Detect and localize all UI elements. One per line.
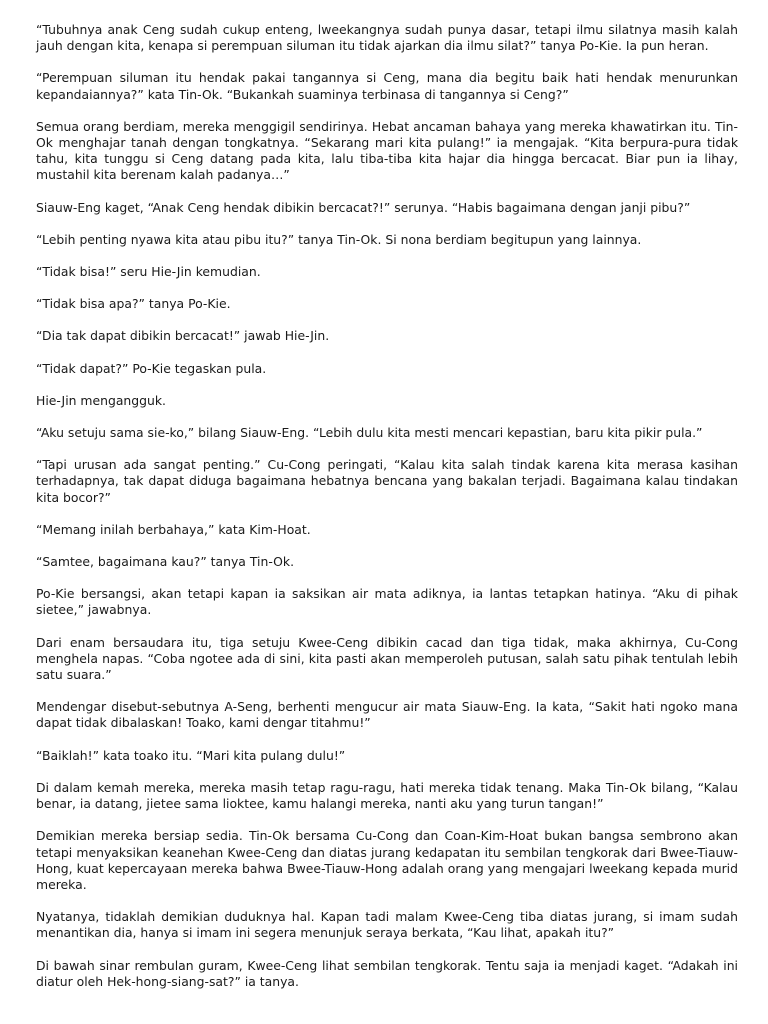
paragraph: “Tapi urusan ada sangat penting.” Cu-Cong peringati, “Kalau kita salah tindak karena kita merasa kasihan terhadapnya, tak dapat diduga bagaimana hebatnya bencana yang bakalan terjadi. Bagaimana kalau tindakan kita bocor?” [36,457,738,505]
paragraph: “Lebih penting nyawa kita atau pibu itu?” tanya Tin-Ok. Si nona berdiam begitupun yang lainnya. [36,231,642,247]
document-page [36,22,738,1006]
paragraph: Hie-Jin mengangguk. [36,392,166,408]
paragraph: Di dalam kemah mereka, mereka masih tetap ragu-ragu, hati mereka tidak tenang. Maka Tin-Ok bilang, “Kalau benar, ia datang, jietee sama lioktee, kamu halangi mereka, nanti aku yang turun tangan!” [36,779,738,812]
paragraph: Po-Kie bersangsi, akan tetapi kapan ia saksikan air mata adiknya, ia lantas tetapkan hatinya. “Aku di pihak sietee,” jawabnya. [36,586,738,618]
paragraph: Siauw-Eng kaget, “Anak Ceng hendak dibikin bercacat?!” serunya. “Habis bagaimana dengan janji pibu?” [36,199,691,215]
paragraph: Mendengar disebut-sebutnya A-Seng, berhenti mengucur air mata Siauw-Eng. Ia kata, “Sakit hati ngoko mana dapat tidak dibalaskan! Toako, kami dengar titahmu!” [36,699,738,731]
paragraph: Di bawah sinar rembulan guram, Kwee-Ceng lihat sembilan tengkorak. Tentu saja ia menjadi kaget. “Adakah ini diatur oleh Hek-hong-siang-sat?” ia tanya. [36,957,738,989]
paragraph: Nyatanya, tidaklah demikian duduknya hal. Kapan tadi malam Kwee-Ceng tiba diatas jurang, si imam sudah menantikan dia, hanya si imam ini segera menunjuk seraya berkata, “Kau lihat, apakah itu?” [36,909,738,941]
paragraph: “Aku setuju sama sie-ko,” bilang Siauw-Eng. “Lebih dulu kita mesti mencari kepastian, baru kita pikir pula.” [36,425,703,441]
paragraph: “Samtee, bagaimana kau?” tanya Tin-Ok. [36,554,295,570]
paragraph: “Perempuan siluman itu hendak pakai tangannya si Ceng, mana dia begitu baik hati hendak menurunkan kepandaiannya?” kata Tin-Ok. “Bukankah suaminya terbinasa di tangannya si Ceng?” [36,70,738,102]
paragraph: “Tidak bisa apa?” tanya Po-Kie. [36,296,231,312]
paragraph: Semua orang berdiam, mereka menggigil sendirinya. Hebat ancaman bahaya yang mereka khawatirkan itu. Tin-Ok menghajar tanah dengan tongkatnya. “Sekarang mari kita pulang!” ia mengajak. “Kita berpura-pura tidak tahu, kita tunggu si Ceng datang pada kita, lalu tiba-tiba kita hajar dia hingga bercacat. Biar pun ia lihay, mustahil kita berenam kalah padanya…” [36,118,738,183]
paragraph: Demikian mereka bersiap sedia. Tin-Ok bersama Cu-Cong dan Coan-Kim-Hoat bukan bangsa sembrono akan tetapi menyaksikan keanehan Kwee-Ceng dan diatas jurang kedapatan itu sembilan tengkorak dari Bwee-Tiauw-Hong, kuat kepercayaan mereka bahwa Bwee-Tiauw-Hong adalah orang yang mengajari lweekang kepada murid mereka. [36,828,738,892]
paragraph: “Baiklah!” kata toako itu. “Mari kita pulang dulu!” [36,747,346,763]
paragraph: “Memang inilah berbahaya,” kata Kim-Hoat. [36,521,311,537]
paragraph: “Tubuhnya anak Ceng sudah cukup enteng, lweekangnya sudah punya dasar, tetapi ilmu silatnya masih kalah jauh dengan kita, kenapa si perempuan siluman itu tidak ajarkan dia ilmu silat?” tanya Po-Kie. Ia pun heran. [36,22,738,54]
paragraph: “Tidak dapat?” Po-Kie tegaskan pula. [36,360,267,376]
paragraph: “Dia tak dapat dibikin bercacat!” jawab Hie-Jin. [36,328,330,344]
paragraph: “Tidak bisa!” seru Hie-Jin kemudian. [36,264,261,280]
paragraph: Dari enam bersaudara itu, tiga setuju Kwee-Ceng dibikin cacad dan tiga tidak, maka akhirnya, Cu-Cong menghela napas. “Coba ngotee ada di sini, kita pasti akan memperoleh putusan, salah satu pihak tentulah lebih satu suara.” [36,634,738,683]
